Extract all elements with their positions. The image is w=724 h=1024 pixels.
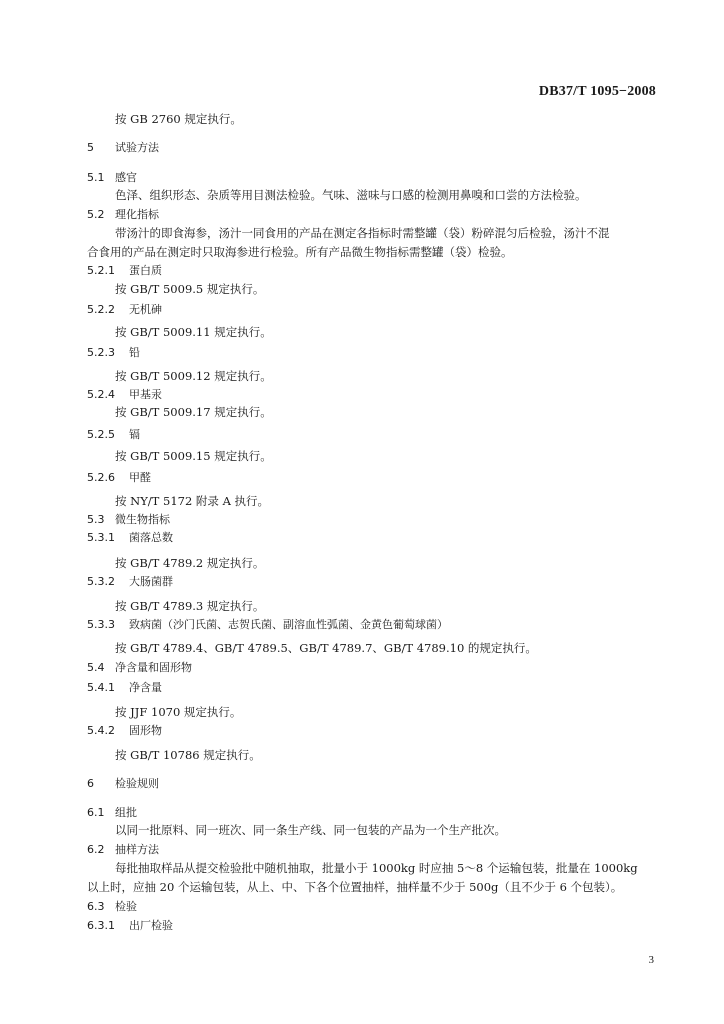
section-heading: 6.3 检验 [87, 900, 137, 913]
paragraph: 带汤汁的即食海参，汤汁一同食用的产品在测定各指标时需整罐（袋）粉碎混匀后检验，汤汁不混 [115, 226, 610, 240]
paragraph: 按 GB/T 10786 规定执行。 [115, 748, 261, 762]
paragraph: 按 GB/T 5009.12 规定执行。 [115, 369, 272, 383]
section-heading: 5.3.3 致病菌（沙门氏菌、志贺氏菌、副溶血性弧菌、金黄色葡萄球菌） [87, 618, 448, 631]
section-heading: 5.2.1 蛋白质 [87, 264, 162, 277]
section-heading: 5 试验方法 [87, 141, 159, 154]
standard-code: DB37/T 1095−2008 [538, 84, 656, 99]
section-heading: 5.2.4 甲基汞 [87, 388, 162, 401]
paragraph: 以上时，应抽 20 个运输包装，从上、中、下各个位置抽样，抽样量不少于 500g（且不少于 6 个包装）。 [87, 880, 623, 894]
section-heading: 6.3.1 出厂检验 [87, 919, 173, 932]
section-heading: 5.2.3 铅 [87, 346, 140, 359]
section-heading: 6.1 组批 [87, 806, 137, 819]
section-heading: 6.2 抽样方法 [87, 843, 159, 856]
paragraph: 按 GB/T 5009.17 规定执行。 [115, 405, 272, 419]
paragraph: 按 GB/T 4789.4、GB/T 4789.5、GB/T 4789.7、GB/T 4789.10 的规定执行。 [115, 641, 537, 655]
section-heading: 5.2.5 镉 [87, 428, 140, 441]
section-heading: 5.4 净含量和固形物 [87, 661, 192, 674]
paragraph: 按 GB/T 4789.2 规定执行。 [115, 556, 265, 570]
section-heading: 5.4.2 固形物 [87, 724, 162, 737]
section-heading: 5.3 微生物指标 [87, 513, 170, 526]
section-heading: 5.2 理化指标 [87, 208, 159, 221]
paragraph: 按 NY/T 5172 附录 A 执行。 [115, 494, 270, 508]
section-heading: 5.3.1 菌落总数 [87, 531, 173, 544]
section-heading: 5.2.2 无机砷 [87, 303, 162, 316]
paragraph: 按 GB/T 5009.5 规定执行。 [115, 282, 265, 296]
section-heading: 5.2.6 甲醛 [87, 471, 151, 484]
paragraph: 色泽、组织形态、杂质等用目测法检验。气味、滋味与口感的检测用鼻嗅和口尝的方法检验。 [115, 188, 587, 202]
paragraph: 按 GB/T 5009.15 规定执行。 [115, 449, 272, 463]
paragraph: 合食用的产品在测定时只取海参进行检验。所有产品微生物指标需整罐（袋）检验。 [87, 245, 513, 259]
section-heading: 5.4.1 净含量 [87, 681, 162, 694]
section-heading: 6 检验规则 [87, 777, 159, 790]
paragraph: 按 GB 2760 规定执行。 [115, 112, 242, 126]
paragraph: 以同一批原料、同一班次、同一条生产线、同一包装的产品为一个生产批次。 [115, 823, 506, 837]
paragraph: 按 JJF 1070 规定执行。 [115, 705, 242, 719]
section-heading: 5.1 感官 [87, 171, 137, 184]
paragraph: 每批抽取样品从提交检验批中随机抽取，批量小于 1000kg 时应抽 5～8 个运输包装，批量在 1000kg [115, 861, 638, 875]
paragraph: 按 GB/T 5009.11 规定执行。 [115, 325, 272, 339]
page-number: 3 [648, 954, 654, 966]
paragraph: 按 GB/T 4789.3 规定执行。 [115, 599, 265, 613]
section-heading: 5.3.2 大肠菌群 [87, 575, 173, 588]
